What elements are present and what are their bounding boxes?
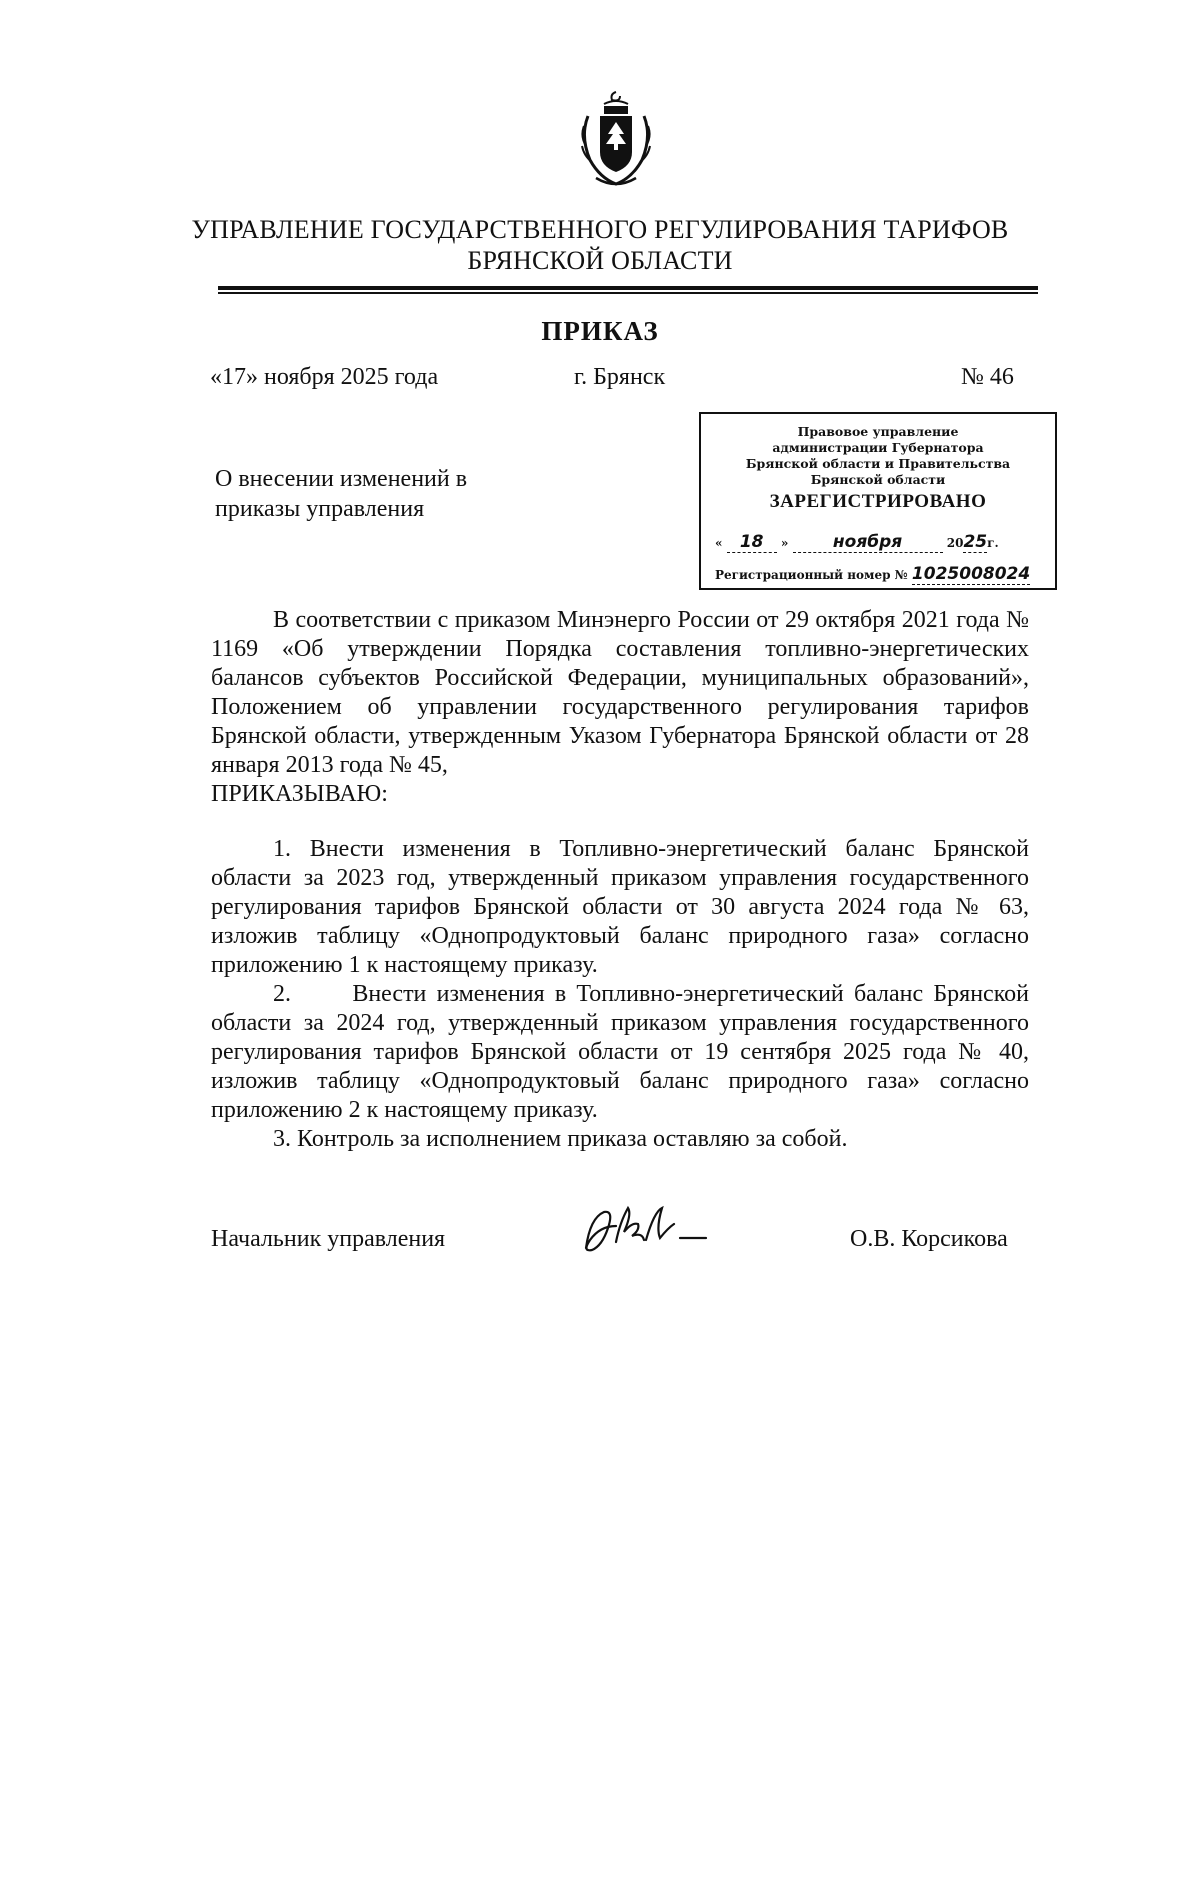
stamp-year-suffix: 25 — [963, 532, 988, 552]
list-item-text: Внести изменения в Топливно-энергетический баланс Брянской области за 2024 год, утвержденный приказом управления государственного регулирования тарифов Брянской области от 19 сентября 2025 года № 40, изложив таблицу «Однопродуктовый баланс природного газа» согласно приложению 2 к настоящему приказу. — [211, 981, 1029, 1123]
list-item-text: Контроль за исполнением приказа оставляю за собой. — [297, 1126, 848, 1152]
stamp-year-prefix: 20 — [946, 536, 964, 550]
document-city: г. Брянск — [574, 364, 666, 390]
org-name-line1: УПРАВЛЕНИЕ ГОСУДАРСТВЕННОГО РЕГУЛИРОВАНИЯ ТАРИФОВ — [191, 215, 1009, 244]
stamp-reg-line — [715, 564, 1055, 584]
stamp-line1: Правовое управление — [797, 424, 959, 439]
header-divider-thin — [218, 292, 1038, 294]
document-number: № 46 — [961, 364, 1014, 390]
stamp-line2: администрации Губернатора — [772, 440, 984, 455]
stamp-line4: Брянской области — [810, 472, 946, 487]
stamp-year-unit: г. — [987, 536, 999, 550]
list-item — [211, 835, 1029, 980]
coat-of-arms-icon — [574, 86, 658, 196]
stamp-reg-label: Регистрационный номер № — [715, 568, 908, 582]
signatory-name: О.В. Корсикова — [850, 1226, 1008, 1252]
list-item-number: 2. — [273, 981, 291, 1007]
list-item-text: Внести изменения в Топливно-энергетический баланс Брянской области за 2023 год, утвержденный приказом управления государственного регулирования тарифов Брянской области от 30 августа 2024 года № 63, изложив таблицу «Однопродуктовый баланс природного газа» согласно приложению 1 к настоящему приказу. — [211, 836, 1029, 978]
document-body — [211, 606, 1029, 1154]
signatory-position: Начальник управления — [211, 1226, 446, 1252]
list-item-number: 3. — [273, 1126, 291, 1152]
stamp-reg-number: 1025008024 — [911, 564, 1031, 584]
document-subject — [215, 464, 515, 524]
handwritten-signature — [576, 1196, 716, 1266]
stamp-date-line: « 18 » ноября 2025г. — [715, 532, 999, 552]
preamble-paragraph: В соответствии с приказом Минэнерго России от 29 октября 2021 года № 1169 «Об утверждении Порядка составления топливно-энергетических балансов субъектов Российской Федерации, муниципальных образований», Положением об управлении государственного регулирования тарифов Брянской области, утвержденным Указом Губернатора Брянской области от 28 января 2013 года № 45, — [211, 607, 1029, 778]
subject-line1: О внесении изменений в — [215, 466, 468, 492]
subject-line2: приказы управления — [215, 496, 425, 522]
header-divider — [218, 286, 1038, 290]
stamp-status: ЗАРЕГИСТРИРОВАНО — [769, 491, 987, 512]
order-word: ПРИКАЗЫВАЮ: — [211, 781, 388, 807]
list-item-number: 1. — [273, 836, 291, 862]
document-title: ПРИКАЗ — [541, 316, 659, 346]
document-date: «17» ноября 2025 года — [210, 364, 439, 390]
list-item — [211, 1125, 1029, 1154]
stamp-day: 18 — [727, 532, 777, 553]
org-name-line2: БРЯНСКОЙ ОБЛАСТИ — [467, 246, 733, 275]
list-item — [211, 980, 1029, 1125]
stamp-line3: Брянской области и Правительства — [745, 456, 1011, 471]
registration-stamp — [699, 412, 1057, 590]
stamp-month: ноября — [793, 532, 943, 553]
